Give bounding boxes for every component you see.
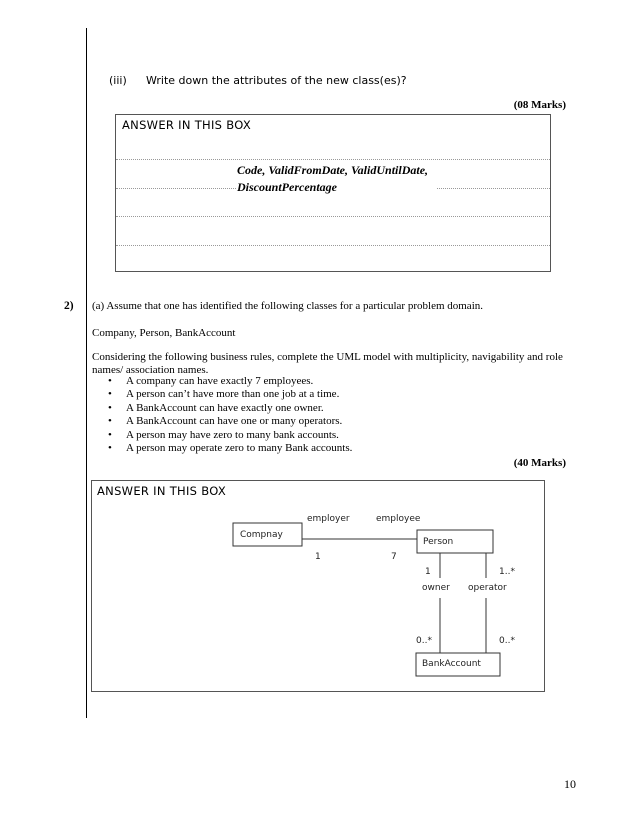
rule-item: • A person may operate zero to many Bank accounts. bbox=[108, 442, 353, 455]
rule-item: • A person may have zero to many bank accounts. bbox=[108, 428, 339, 441]
multiplicity-person: 7 bbox=[391, 552, 397, 562]
answer-box-title: ANSWER IN THIS BOX bbox=[122, 118, 252, 132]
multiplicity-owner-top: 1 bbox=[425, 567, 431, 577]
question-iii-text: Write down the attributes of the new class(es)? bbox=[146, 74, 407, 87]
instruction-line-2: names/ association names. bbox=[92, 364, 209, 376]
role-employer: employer bbox=[307, 514, 350, 524]
marks-40: (40 Marks) bbox=[513, 457, 566, 469]
answer-box-title: ANSWER IN THIS BOX bbox=[97, 484, 227, 498]
class-bankaccount-label: BankAccount bbox=[422, 659, 481, 669]
role-employee: employee bbox=[376, 514, 421, 524]
role-operator: operator bbox=[468, 583, 507, 593]
class-person-label: Person bbox=[423, 537, 454, 547]
question-2-intro: (a) Assume that one has identified the following classes for a particular problem domain. bbox=[92, 300, 483, 312]
rule-item: • A person can’t have more than one job at a time. bbox=[108, 388, 340, 401]
rule-item: • A BankAccount can have exactly one owner. bbox=[108, 401, 324, 414]
multiplicity-operator-bottom: 0..* bbox=[499, 636, 515, 646]
question-number-2: 2) bbox=[64, 300, 74, 312]
role-owner: owner bbox=[422, 583, 450, 593]
page-number: 10 bbox=[564, 777, 576, 791]
marks-08: (08 Marks) bbox=[513, 99, 566, 111]
answer-line-2: DiscountPercentage bbox=[237, 180, 337, 194]
class-list: Company, Person, BankAccount bbox=[92, 327, 236, 339]
instruction-line-1: Considering the following business rules, complete the UML model with multiplicity, navigability and role bbox=[92, 351, 563, 363]
rule-item: • A BankAccount can have one or many operators. bbox=[108, 415, 343, 428]
rule-item: • A company can have exactly 7 employees. bbox=[108, 375, 314, 387]
multiplicity-owner-bottom: 0..* bbox=[416, 636, 432, 646]
answer-line-1: Code, ValidFromDate, ValidUntilDate, bbox=[237, 163, 429, 177]
question-number-iii: (iii) bbox=[109, 74, 127, 87]
class-company-label: Compnay bbox=[240, 530, 283, 540]
multiplicity-operator-top: 1..* bbox=[499, 567, 515, 577]
multiplicity-company: 1 bbox=[315, 552, 321, 562]
